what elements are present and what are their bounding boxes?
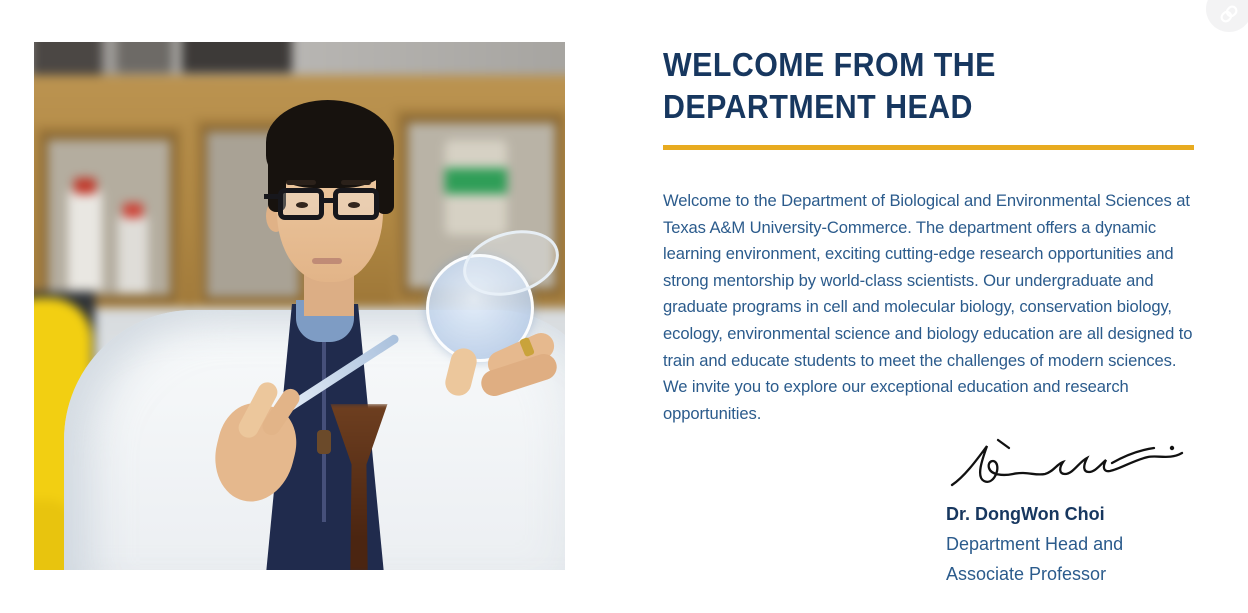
welcome-content xyxy=(663,42,1194,589)
signature-block xyxy=(946,435,1194,589)
signer-name: Dr. DongWon Choi xyxy=(946,504,1105,525)
link-icon xyxy=(1219,0,1239,24)
section-anchor-button[interactable] xyxy=(1206,0,1248,32)
department-head-photo xyxy=(34,42,565,570)
signature-image xyxy=(946,435,1194,493)
page-title xyxy=(663,44,1152,128)
signer-title-line2: Associate Professor xyxy=(946,564,1107,585)
signer-title-line1: Department Head and xyxy=(946,534,1124,555)
scientist-figure xyxy=(34,42,565,570)
welcome-paragraph: Welcome to the Department of Biological and Environmental Sciences at Texas A&M University-Commerce. The department offers a dynamic learning environment, exciting cutting-edge research opportunities and strong mentorship by world-class scientists. Our undergraduate and graduate programs in cell and molecular biology, conservation biology, ecology, environmental science and biology education are all designed to train and educate students to meet the challenges of modern sciences. We invite you to explore our exceptional education and research opportunities. xyxy=(663,191,1193,423)
page-title-line1: WELCOME FROM THE xyxy=(663,46,996,83)
gold-divider xyxy=(663,145,1194,150)
page-title-line2: DEPARTMENT HEAD xyxy=(663,88,973,125)
